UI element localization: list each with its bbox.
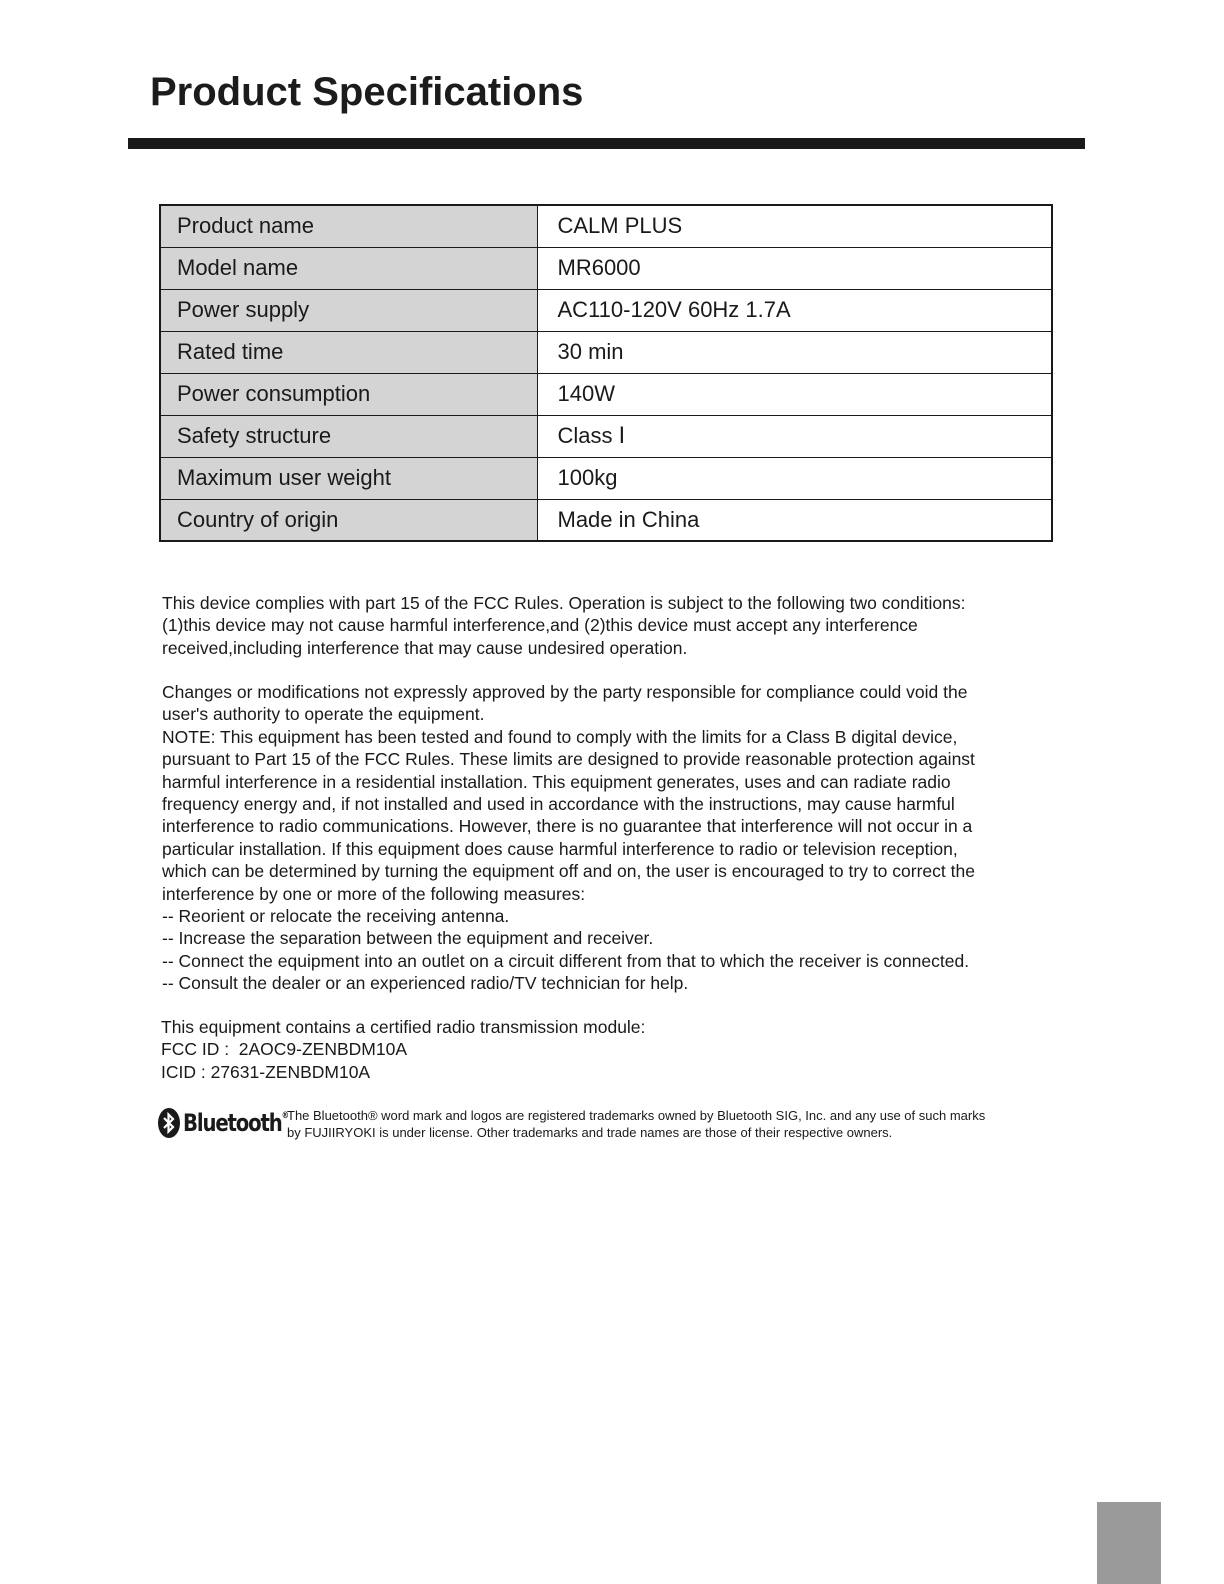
fcc-notice-paragraph bbox=[162, 681, 1042, 995]
bluetooth-wordmark: Bluetooth bbox=[183, 1109, 282, 1137]
text-line: -- Reorient or relocate the receiving antenna. bbox=[162, 906, 510, 927]
spec-table bbox=[159, 204, 1053, 542]
text-line: -- Increase the separation between the equipment and receiver. bbox=[162, 928, 654, 949]
spec-label: Rated time bbox=[160, 331, 537, 373]
text-line: -- Connect the equipment into an outlet on a circuit different from that to which the receiver is connected. bbox=[162, 950, 970, 971]
text-line: interference to radio communications. However, there is no guarantee that interference will not occur in a bbox=[162, 816, 973, 837]
table-row bbox=[160, 415, 1052, 457]
text-line: This device complies with part 15 of the FCC Rules. Operation is subject to the following two conditions: bbox=[162, 593, 966, 613]
ic-id: ICID : 27631-ZENBDM10A bbox=[161, 1061, 371, 1082]
text-line: user's authority to operate the equipment. bbox=[162, 704, 485, 725]
text-line: frequency energy and, if not installed and used in accordance with the instructions, may cause harmful bbox=[162, 794, 955, 815]
spec-value: MR6000 bbox=[537, 247, 1052, 289]
text-line: interference by one or more of the following measures: bbox=[162, 883, 586, 904]
table-row bbox=[160, 247, 1052, 289]
text-line: -- Consult the dealer or an experienced radio/TV technician for help. bbox=[162, 973, 689, 994]
spec-label: Country of origin bbox=[160, 499, 537, 541]
text-line: NOTE: This equipment has been tested and found to comply with the limits for a Class B digital device, bbox=[162, 726, 958, 747]
spec-value: Made in China bbox=[537, 499, 1052, 541]
text-line: pursuant to Part 15 of the FCC Rules. These limits are designed to provide reasonable protection against bbox=[162, 749, 975, 770]
text-line: which can be determined by turning the equipment off and on, the user is encouraged to try to correct the bbox=[162, 861, 975, 882]
text-line: The Bluetooth® word mark and logos are registered trademarks owned by Bluetooth SIG, Inc. and any use of such marks bbox=[287, 1108, 986, 1123]
text-line: Changes or modifications not expressly approved by the party responsible for compliance could void the bbox=[162, 682, 968, 702]
table-row bbox=[160, 499, 1052, 541]
fcc-compliance-paragraph bbox=[162, 592, 1042, 659]
spec-label: Maximum user weight bbox=[160, 457, 537, 499]
text-line: harmful interference in a residential installation. This equipment generates, uses and can radiate radio bbox=[162, 771, 951, 792]
fcc-id: FCC ID : 2AOC9-ZENBDM10A bbox=[161, 1039, 408, 1060]
bluetooth-icon bbox=[158, 1108, 180, 1138]
spec-value: Class Ⅰ bbox=[537, 415, 1052, 457]
spec-value: CALM PLUS bbox=[537, 205, 1052, 247]
text-line: particular installation. If this equipment does cause harmful interference to radio or television reception, bbox=[162, 838, 958, 859]
spec-value: 140W bbox=[537, 373, 1052, 415]
table-row bbox=[160, 331, 1052, 373]
text-line: by FUJIIRYOKI is under license. Other trademarks and trade names are those of their respective owners. bbox=[287, 1125, 893, 1140]
spec-value: AC110-120V 60Hz 1.7A bbox=[537, 289, 1052, 331]
module-info-paragraph bbox=[161, 1016, 1041, 1083]
table-row bbox=[160, 457, 1052, 499]
table-row bbox=[160, 373, 1052, 415]
registered-mark: ® bbox=[281, 1111, 288, 1121]
spec-label: Power consumption bbox=[160, 373, 537, 415]
title-divider bbox=[128, 138, 1085, 149]
text-line: received,including interference that may cause undesired operation. bbox=[162, 637, 688, 658]
table-row bbox=[160, 205, 1052, 247]
trademark-notice bbox=[287, 1107, 1047, 1141]
page-edge-tab bbox=[1097, 1502, 1161, 1584]
spec-value: 30 min bbox=[537, 331, 1052, 373]
text-line: This equipment contains a certified radio transmission module: bbox=[161, 1017, 646, 1037]
spec-label: Safety structure bbox=[160, 415, 537, 457]
spec-value: 100kg bbox=[537, 457, 1052, 499]
page-title: Product Specifications bbox=[150, 70, 584, 114]
spec-label: Power supply bbox=[160, 289, 537, 331]
spec-label: Model name bbox=[160, 247, 537, 289]
table-row bbox=[160, 289, 1052, 331]
spec-label: Product name bbox=[160, 205, 537, 247]
text-line: (1)this device may not cause harmful interference,and (2)this device must accept any interference bbox=[162, 615, 918, 636]
